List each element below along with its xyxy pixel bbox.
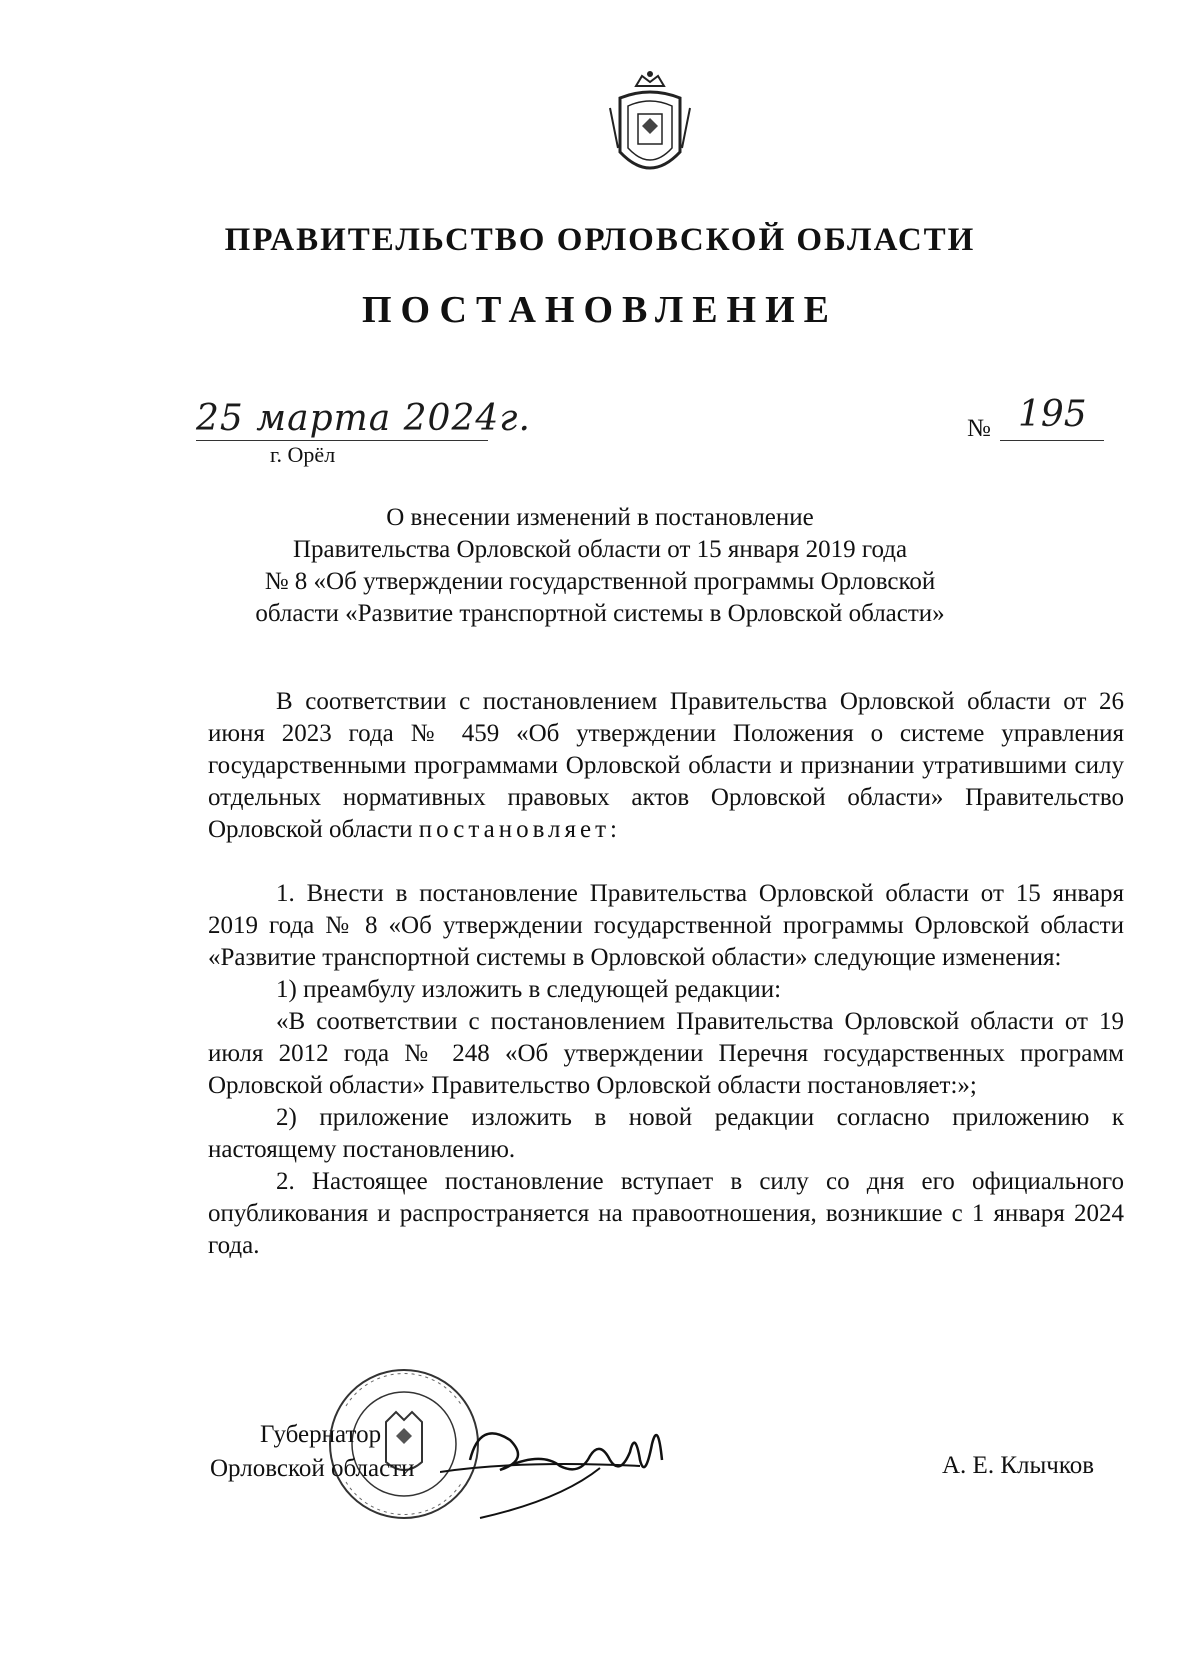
preamble-text: В соответствии с постановлением Правительства Орловской области от 26 июня 2023 года № 459 «Об утверждении Положения о системе управления государственными программами Орловской области и признании утратившими силу отдельных нормативных правовых актов Орловской области» Правительство Орловской области [208,688,1124,843]
preamble-paragraph [208,686,1124,846]
sub-item-2-paragraph: 2) приложение изложить в новой редакции согласно приложению к настоящему постановлению. [208,1104,1124,1163]
item-2-paragraph: 2. Настоящее постановление вступает в силу со дня его официального опубликования и распространяется на правоотношения, возникшие с 1 января 2024 года. [208,1168,1124,1259]
date-underline [196,440,488,441]
signatory-title-line: Орловской области [210,1455,415,1482]
signatory-title [210,1418,415,1486]
handwritten-number: 195 [1018,394,1087,435]
subject-line: области «Развитие транспортной системы в Орловской области» [255,600,945,627]
number-label: № [967,415,991,442]
subject-line: № 8 «Об утверждении государственной программы Орловской [264,568,936,595]
document-type-title: ПОСТАНОВЛЕНИЕ [361,289,839,331]
coat-of-arms-icon [608,68,692,188]
number-underline [1000,440,1104,441]
item-1-paragraph: 1. Внести в постановление Правительства Орловской области от 15 января 2019 года № 8 «Об утверждении государственной программы Орловской области «Развитие транспортной системы в Орловской области» следующие изменения: [208,880,1124,971]
handwritten-signature-icon [440,1400,690,1530]
resolves-word: постановляет: [418,816,622,843]
document-body [208,686,1124,1262]
sub-item-1-paragraph: 1) преамбулу изложить в следующей редакции: [276,976,782,1003]
signatory-title-line: Губернатор [260,1421,382,1448]
city-label: г. Орёл [270,442,336,467]
document-subject [240,502,960,630]
quoted-preamble-paragraph: «В соответствии с постановлением Правительства Орловской области от 19 июля 2012 года № 248 «Об утверждении Перечня государственных программ Орловской области» Правительство Орловской области постановляет:»; [208,1008,1124,1099]
subject-line: Правительства Орловской области от 15 января 2019 года [292,536,908,563]
handwritten-date: 25 марта 2024г. [196,398,531,439]
subject-line: О внесении изменений в постановление [386,504,814,531]
signatory-name: А. Е. Клычков [942,1452,1095,1479]
government-title: ПРАВИТЕЛЬСТВО ОРЛОВСКОЙ ОБЛАСТИ [224,222,976,258]
